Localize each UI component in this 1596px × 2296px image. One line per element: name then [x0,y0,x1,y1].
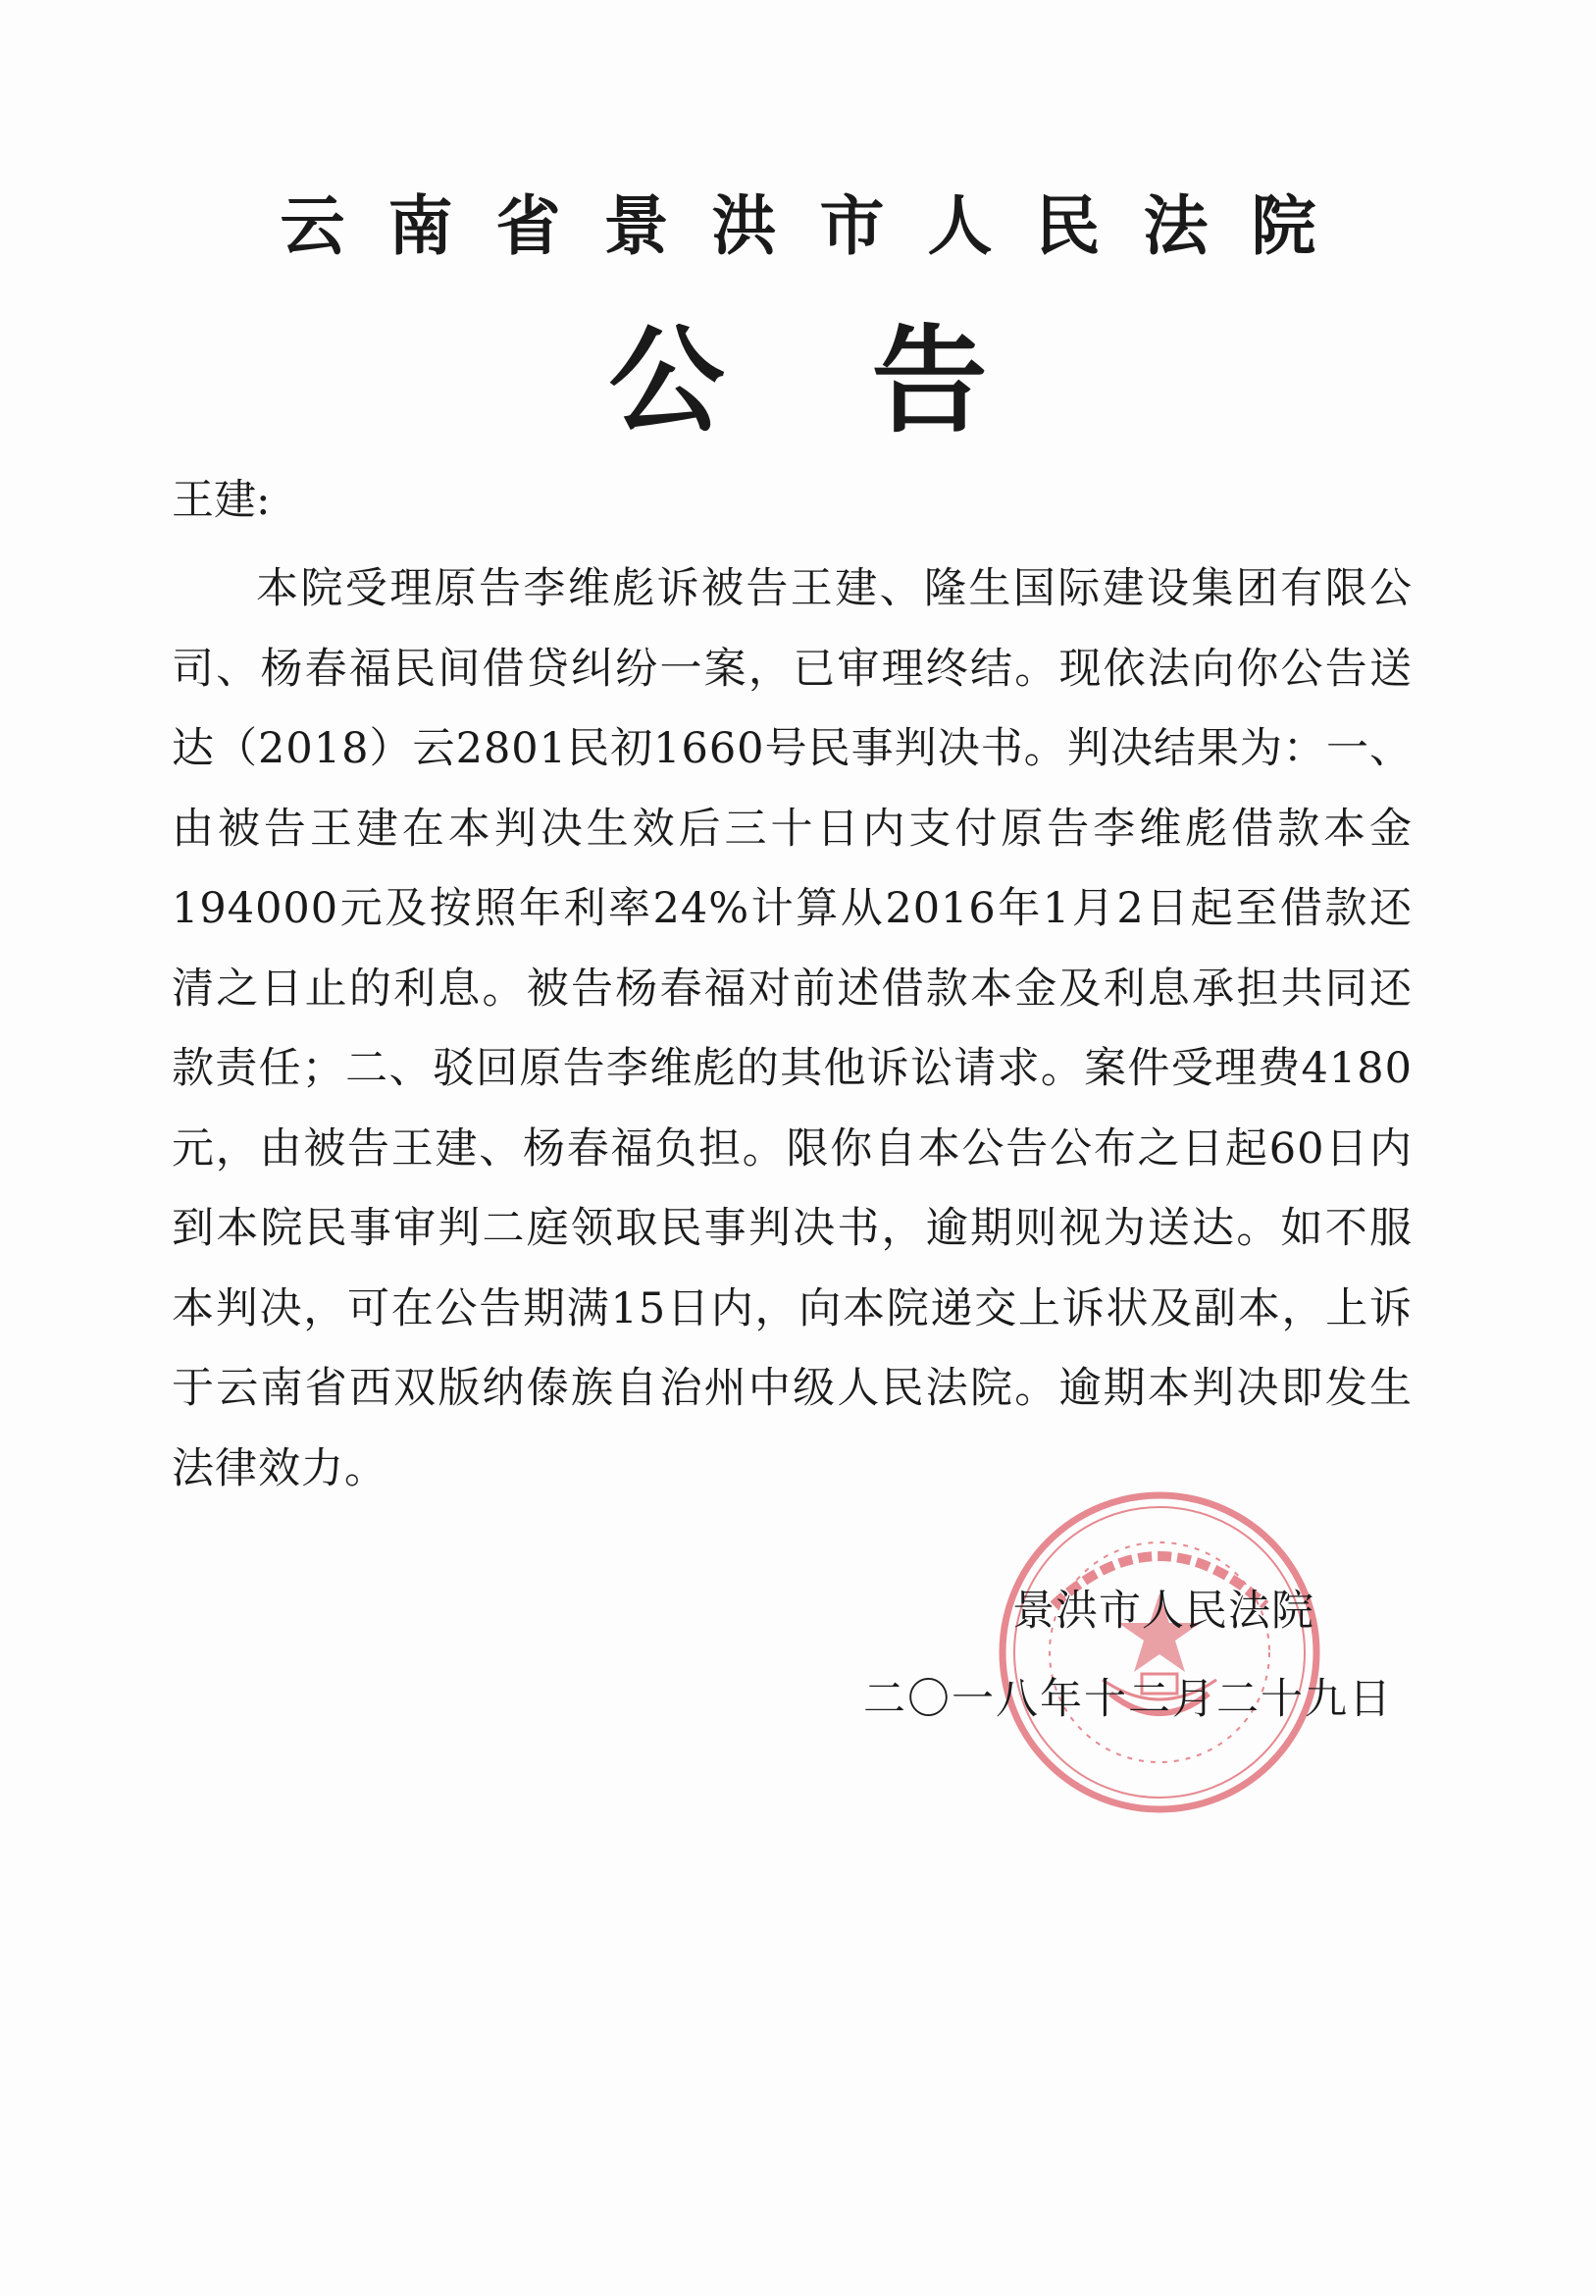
court-seal-icon [995,1487,1324,1817]
notice-title: 公告 [608,313,1135,448]
signature-court-name: 景洪市人民法院 [1012,1587,1314,1636]
notice-body: 本院受理原告李维彪诉被告王建、隆生国际建设集团有限公司、杨春福民间借贷纠纷一案，已审理终结。现依法向你公告送达（2018）云2801民初1660号民事判决书。判决结果为：一、由被告王建在本判决生效后三十日内支付原告李维彪借款本金194000元及按照年利率24%计算从2016年1月2日起至借款还清之日止的利息。被告杨春福对前述借款本金及利息承担共同还款责任；二、驳回原告李维彪的其他诉讼请求。案件受理费4180元，由被告王建、杨春福负担。限你自本公告公布之日起60日内到本院民事审判二庭领取民事判决书，逾期则视为送达。如不服本判决，可在公告期满15日内，向本院递交上诉状及副本，上诉于云南省西双版纳傣族自治州中级人民法院。逾期本判决即发生法律效力。 [172,564,1413,1493]
court-name-heading: 云南省景洪市人民法院 [280,188,1360,264]
addressee: 王建: [172,476,271,525]
issue-date: 二〇一八年十二月二十九日 [863,1675,1393,1724]
